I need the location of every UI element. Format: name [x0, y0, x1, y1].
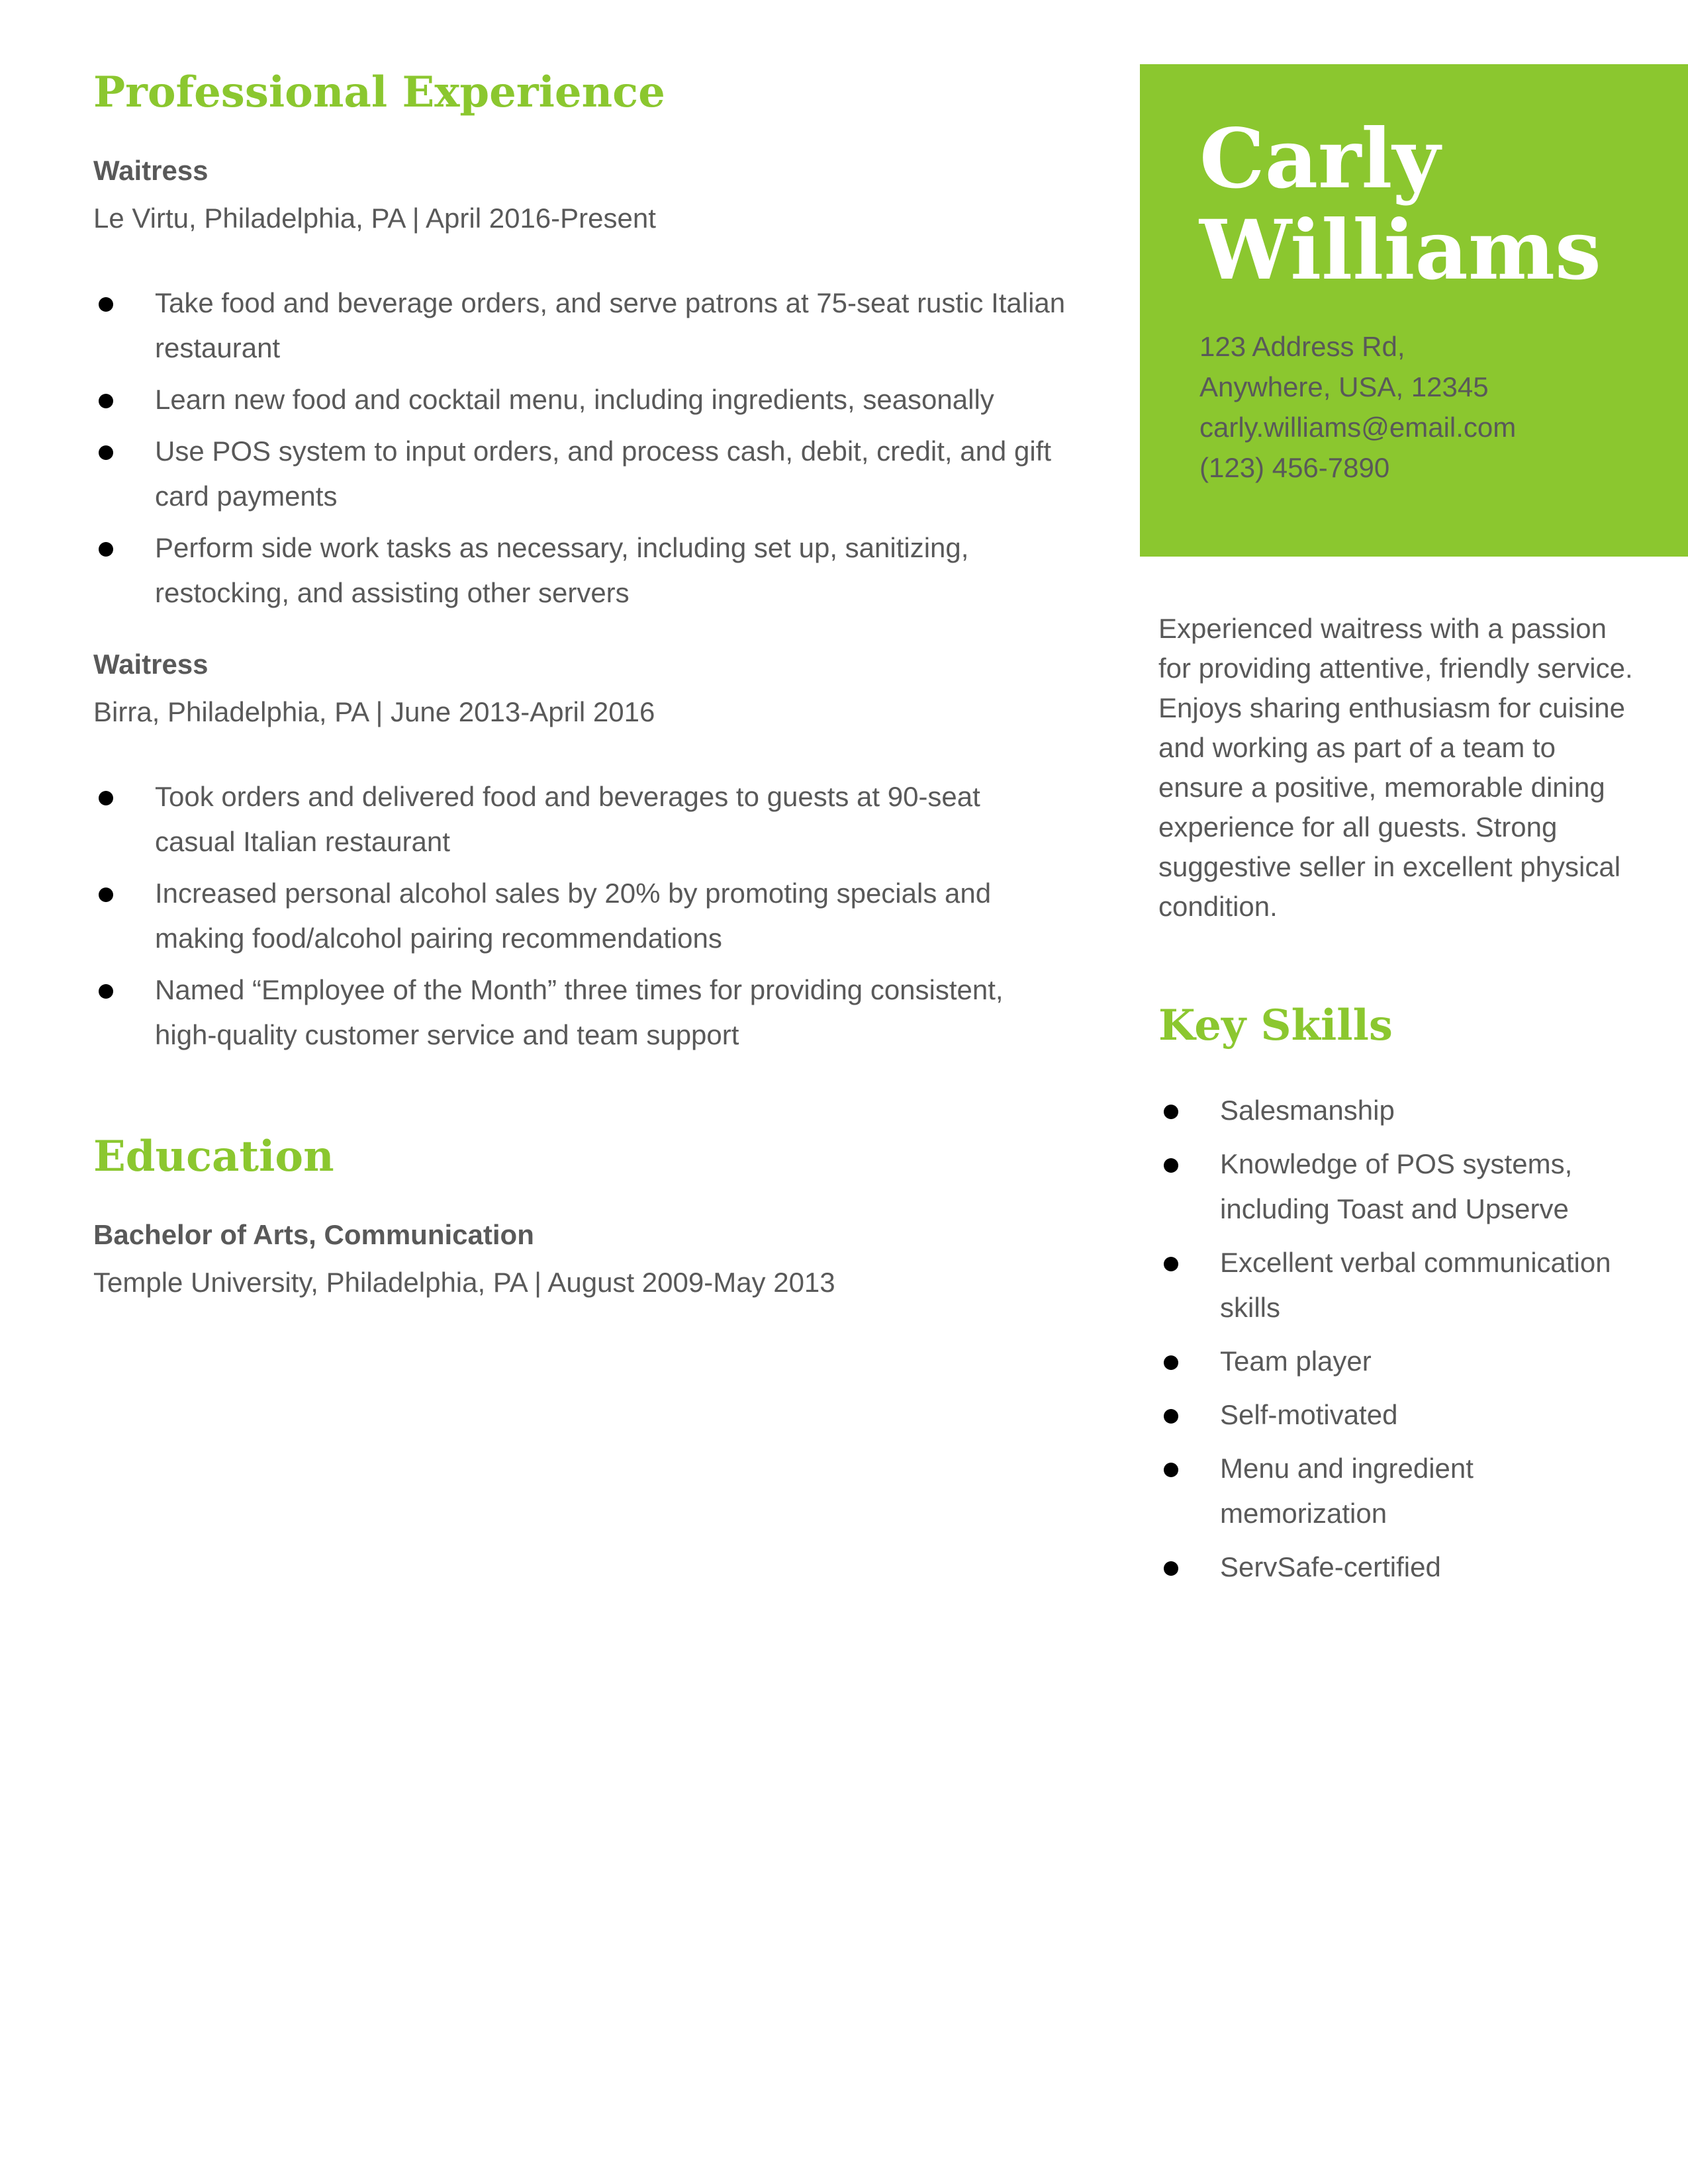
bullet-dot-icon — [1164, 1355, 1178, 1370]
address-line-2: Anywhere, USA, 12345 — [1199, 371, 1489, 402]
phone-number: (123) 456-7890 — [1199, 452, 1390, 483]
bullet-dot-icon — [99, 791, 113, 805]
job-bullet-list — [93, 774, 1066, 1058]
job-role: Waitress — [93, 155, 209, 186]
education-section-title: Education — [93, 1132, 334, 1181]
list-item: Menu and ingredient memorization — [1158, 1446, 1635, 1536]
list-item: Increased personal alcohol sales by 20% by promoting specials and making food/alcohol pairing recommendations — [93, 871, 1066, 961]
name-header-box — [1140, 64, 1688, 557]
list-item: Named “Employee of the Month” three times for providing consistent, high-quality customer service and team support — [93, 968, 1066, 1058]
contact-info — [1199, 326, 1516, 488]
last-name: Williams — [1199, 203, 1601, 298]
first-name: Carly — [1199, 111, 1440, 207]
skills-section-title: Key Skills — [1158, 1001, 1393, 1050]
degree: Bachelor of Arts, Communication — [93, 1219, 534, 1250]
education-details: Temple University, Philadelphia, PA | August 2009-May 2013 — [93, 1267, 835, 1298]
bullet-dot-icon — [1164, 1257, 1178, 1271]
list-item: Took orders and delivered food and beverages to guests at 90-seat casual Italian restaurant — [93, 774, 1066, 864]
job-details: Le Virtu, Philadelphia, PA | April 2016-Present — [93, 203, 656, 234]
experience-section-title: Professional Experience — [93, 68, 665, 117]
bullet-dot-icon — [99, 297, 113, 312]
job-entry — [93, 645, 1066, 1058]
bullet-dot-icon — [99, 887, 113, 902]
bullet-dot-icon — [1164, 1463, 1178, 1477]
education-section — [93, 1130, 1066, 1302]
list-item: Knowledge of POS systems, including Toast and Upserve — [1158, 1142, 1635, 1232]
list-item: Take food and beverage orders, and serve patrons at 75-seat rustic Italian restaurant — [93, 281, 1066, 371]
candidate-name — [1199, 111, 1601, 298]
email-address: carly.williams@email.com — [1199, 412, 1517, 443]
job-role: Waitress — [93, 649, 209, 680]
skills-section — [1158, 999, 1635, 1590]
list-item: Excellent verbal communication skills — [1158, 1240, 1635, 1330]
profile-summary: Experienced waitress with a passion for providing attentive, friendly service. Enjoys sharing enthusiasm for cuisine and working as part of a team to ensure a positive, memorable dining experience for all guests. Strong suggestive seller in excellent physical condition. — [1158, 613, 1633, 922]
bullet-dot-icon — [1164, 1409, 1178, 1424]
bullet-dot-icon — [99, 394, 113, 408]
list-item: Perform side work tasks as necessary, including set up, sanitizing, restocking, and assisting other servers — [93, 525, 1066, 615]
bullet-dot-icon — [1164, 1561, 1178, 1576]
sidebar-column — [1158, 609, 1635, 1598]
job-bullet-list — [93, 281, 1066, 615]
list-item: Team player — [1158, 1339, 1635, 1384]
job-entry — [93, 151, 1066, 615]
bullet-dot-icon — [99, 984, 113, 999]
bullet-dot-icon — [1164, 1105, 1178, 1119]
list-item: Use POS system to input orders, and process cash, debit, credit, and gift card payments — [93, 429, 1066, 519]
main-column — [93, 66, 1066, 1302]
list-item: Salesmanship — [1158, 1088, 1635, 1133]
bullet-dot-icon — [99, 445, 113, 460]
bullet-dot-icon — [99, 542, 113, 557]
skills-list — [1158, 1088, 1635, 1590]
address-line-1: 123 Address Rd, — [1199, 331, 1405, 362]
list-item: Self-motivated — [1158, 1392, 1635, 1437]
list-item: Learn new food and cocktail menu, including ingredients, seasonally — [93, 377, 1066, 422]
list-item: ServSafe-certified — [1158, 1545, 1635, 1590]
bullet-dot-icon — [1164, 1158, 1178, 1173]
job-details: Birra, Philadelphia, PA | June 2013-April 2016 — [93, 696, 655, 727]
